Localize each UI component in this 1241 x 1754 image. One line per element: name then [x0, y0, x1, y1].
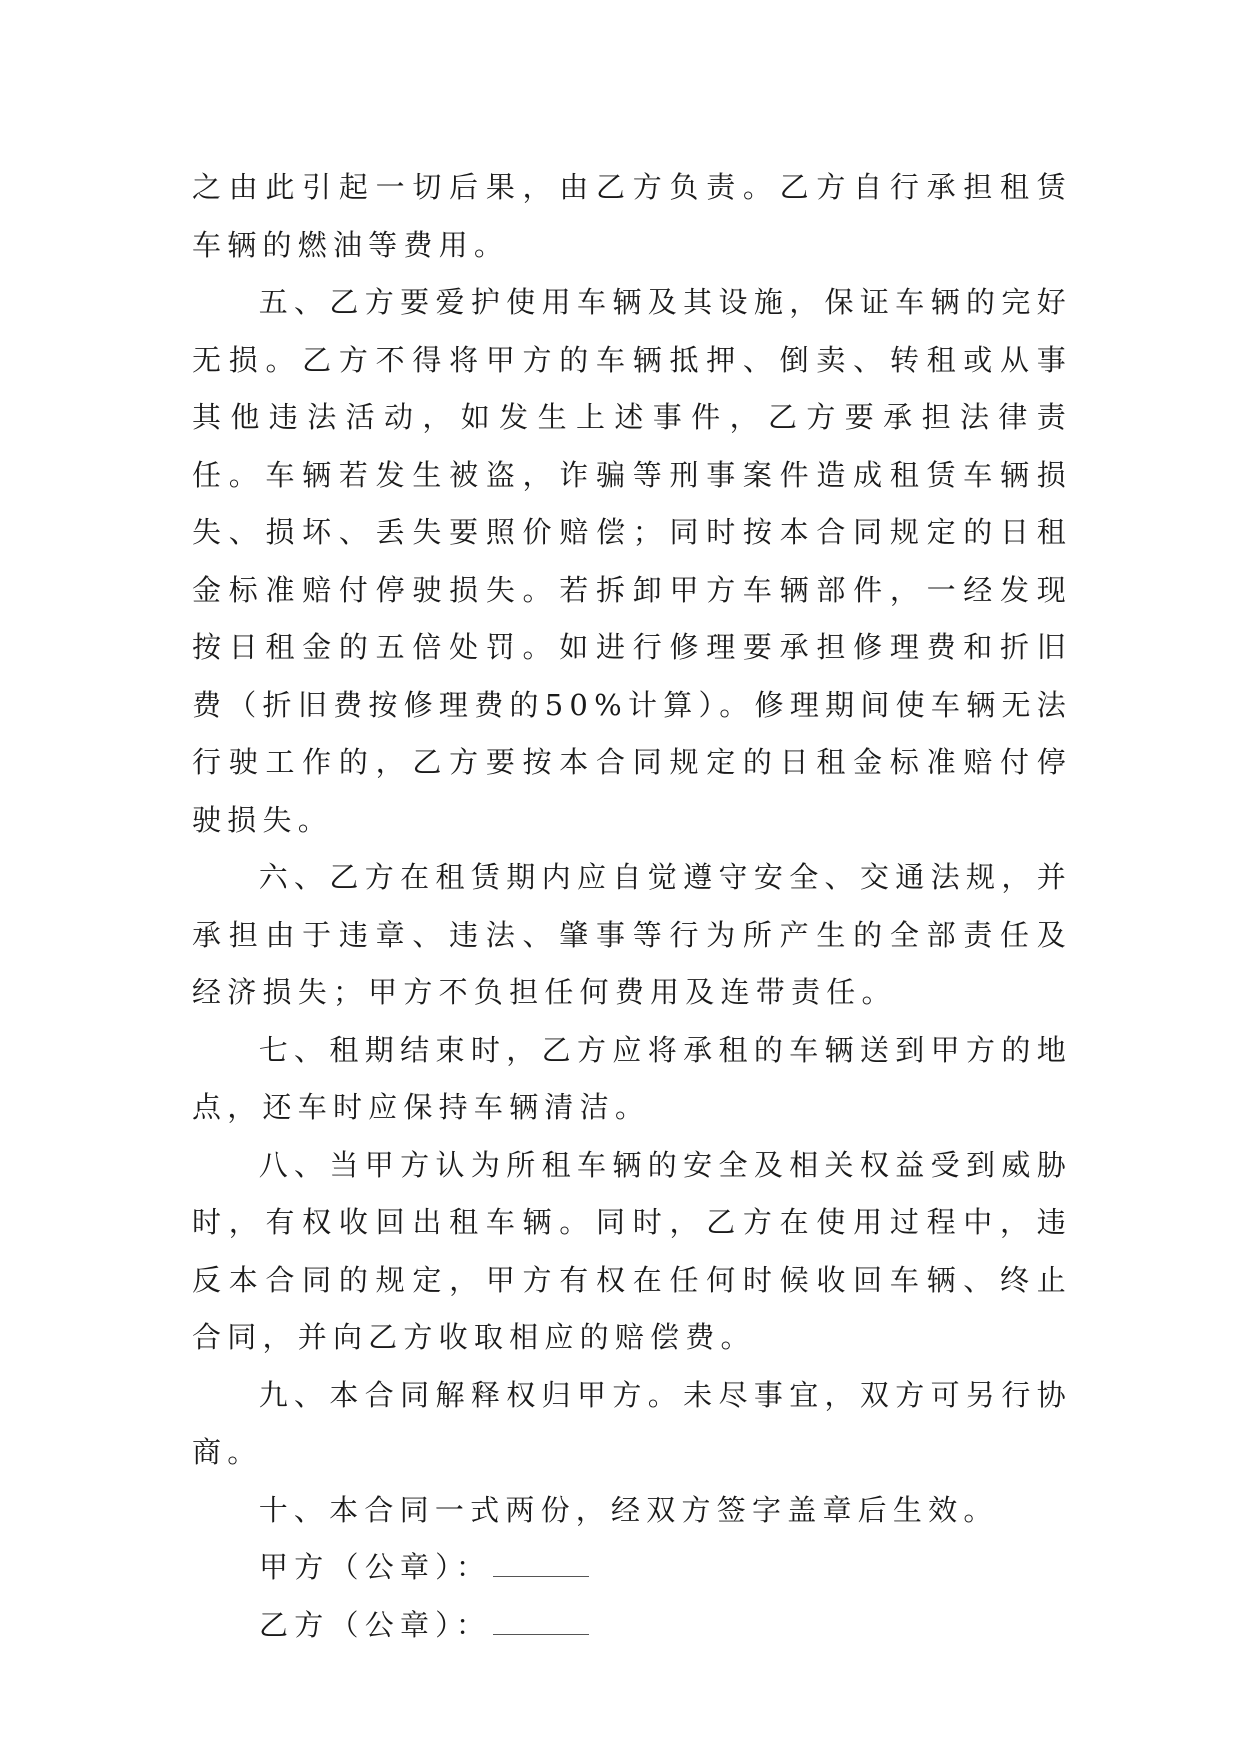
party-b-label: 乙方（公章）： — [259, 1607, 492, 1642]
party-a-signature — [192, 1539, 1072, 1597]
party-b-signature-blank — [493, 1612, 589, 1635]
clause-ten: 十、本合同一式两份，经双方签字盖章后生效。 — [258, 1492, 999, 1527]
clause-seven: 七、租期结束时，乙方应将承租的车辆送到甲方的地点，还车时应保持车辆清洁。 — [192, 1032, 1072, 1124]
clause-six: 六、乙方在租赁期内应自觉遵守安全、交通法规，并承担由于违章、违法、肇事等行为所产生的全部责任及经济损失；甲方不负担任何费用及连带责任。 — [192, 860, 1072, 1009]
clause-eight: 八、当甲方认为所租车辆的安全及相关权益受到威胁时，有权收回出租车辆。同时，乙方在使用过程中，违反本合同的规定，甲方有权在任何时候收回车辆、终止合同，并向乙方收取相应的赔偿费。 — [192, 1147, 1072, 1354]
party-b-signature — [192, 1597, 1072, 1655]
paragraph-continuation: 之由此引起一切后果，由乙方负责。乙方自行承担租赁车辆的燃油等费用。 — [192, 170, 1072, 262]
party-a-signature-blank — [493, 1554, 589, 1577]
party-a-label: 甲方（公章）： — [259, 1550, 492, 1584]
document-page — [192, 159, 1072, 1654]
clause-five: 五、乙方要爱护使用车辆及其设施，保证车辆的完好无损。乙方不得将甲方的车辆抵押、倒卖、转租或从事其他违法活动，如发生上述事件，乙方要承担法律责任。车辆若发生被盗，诈骗等刑事案件造成租赁车辆损失、损坏、丢失要照价赔偿；同时按本合同规定的日租金标准赔付停驶损失。若拆卸甲方车辆部件，一经发现按日租金的五倍处罚。如进行修理要承担修理费和折旧费（折旧费按修理费的50%计算）。修理期间使车辆无法行驶工作的，乙方要按本合同规定的日租金标准赔付停驶损失。 — [192, 285, 1072, 837]
clause-nine: 九、本合同解释权归甲方。未尽事宜，双方可另行协商。 — [192, 1377, 1072, 1469]
